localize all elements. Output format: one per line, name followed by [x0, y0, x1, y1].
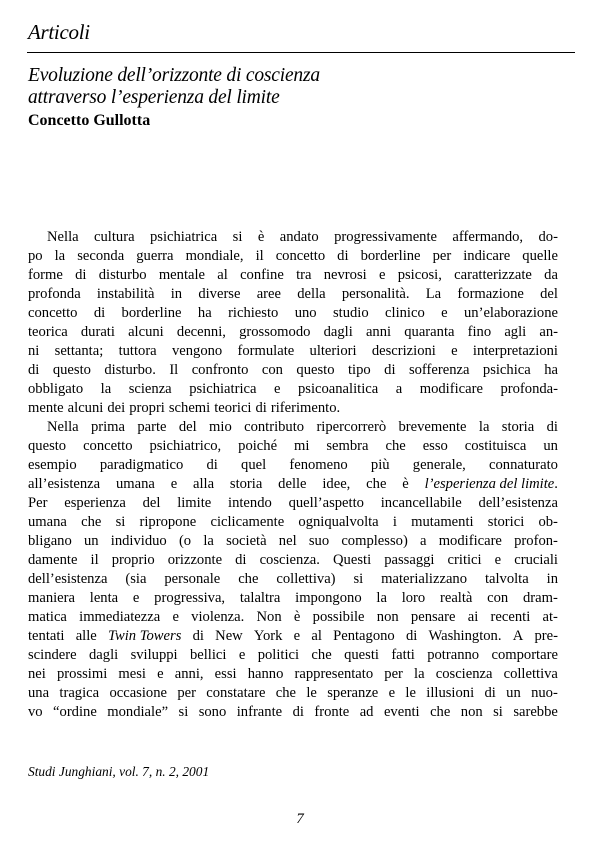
body-line: mente alcuni dei propri schemi teorici di riferimento. [28, 400, 341, 416]
body-line: Nella prima parte del mio contributo ripercorrerò brevemente la storia di [47, 419, 558, 435]
article-title-line: attraverso l’esperienza del limite [28, 87, 280, 108]
body-line: vo “ordine mondiale” si sono infrante di fronte ad eventi che non si sarebbe [28, 704, 558, 720]
body-line: una tragica occasione per constatare che le speranze e le illusioni di un nuo- [28, 685, 558, 701]
article-title-line: Evoluzione dell’orizzonte di coscienza [28, 65, 320, 86]
section-label: Articoli [28, 20, 90, 44]
body-line: bligano un individuo (o la società nel suo complesso) a modificare profon- [28, 533, 558, 549]
page-number: 7 [296, 811, 304, 827]
body-line: all’esistenza umana e alla storia delle idee, che è l’esperienza del limite. [28, 476, 558, 492]
body-line: scindere dagli sviluppi bellici e politici che questi fatti potranno comportare [28, 647, 558, 663]
body-line: forme di disturbo mentale al confine tra nevrosi e psicosi, caratterizzate da [28, 267, 558, 283]
body-line: esempio paradigmatico di quel fenomeno più generale, connaturato [28, 457, 558, 473]
body-line: matica immediatezza e violenza. Non è possibile non pensare ai recenti at- [28, 609, 558, 625]
body-line: umana che si ripropone ciclicamente ogniqualvolta i mutamenti storici ob- [28, 514, 558, 530]
article-body [28, 228, 558, 722]
body-line: obbligato la scienza psichiatrica e psicoanalitica a modificare profonda- [28, 381, 558, 397]
body-line: teorica durati alcuni decenni, grossomodo dagli anni quaranta fino agli an- [28, 324, 558, 340]
body-line: profonda instabilità in diverse aree della personalità. La formazione del [28, 286, 558, 302]
body-line: tentati alle Twin Towers di New York e al Pentagono di Washington. A pre- [28, 628, 558, 644]
body-line: po la seconda guerra mondiale, il concetto di borderline per indicare quelle [28, 248, 558, 264]
body-line: dell’esistenza (sia personale che collettiva) si materializzano talvolta in [28, 571, 558, 587]
body-line: concetto di borderline ha richiesto uno studio clinico e un’elaborazione [28, 305, 558, 321]
article-title [28, 65, 568, 109]
body-line: Nella cultura psichiatrica si è andato progressivamente affermando, do- [47, 229, 558, 245]
journal-citation: Studi Junghiani, vol. 7, n. 2, 2001 [28, 764, 210, 779]
body-line: questo concetto psichiatrico, poiché mi sembra che esso costituisca un [28, 438, 558, 454]
body-line: di questo disturbo. Il confronto con questo tipo di sofferenza psichica ha [28, 362, 558, 378]
body-line: maniera lenta e progressiva, talaltra impongono la loro realtà con dram- [28, 590, 558, 606]
article-author: Concetto Gullotta [28, 112, 151, 129]
body-line: ni settanta; tuttora vengono formulate ulteriori descrizioni e interpretazioni [28, 343, 558, 359]
body-line: nei prossimi mesi e anni, essi hanno rappresentato per la coscienza collettiva [28, 666, 558, 682]
header-rule [27, 52, 575, 53]
body-line: damente il proprio orizzonte di coscienza. Questi passaggi critici e cruciali [28, 552, 558, 568]
body-line: Per esperienza del limite intendo quell’aspetto incancellabile dell’esistenza [28, 495, 558, 511]
